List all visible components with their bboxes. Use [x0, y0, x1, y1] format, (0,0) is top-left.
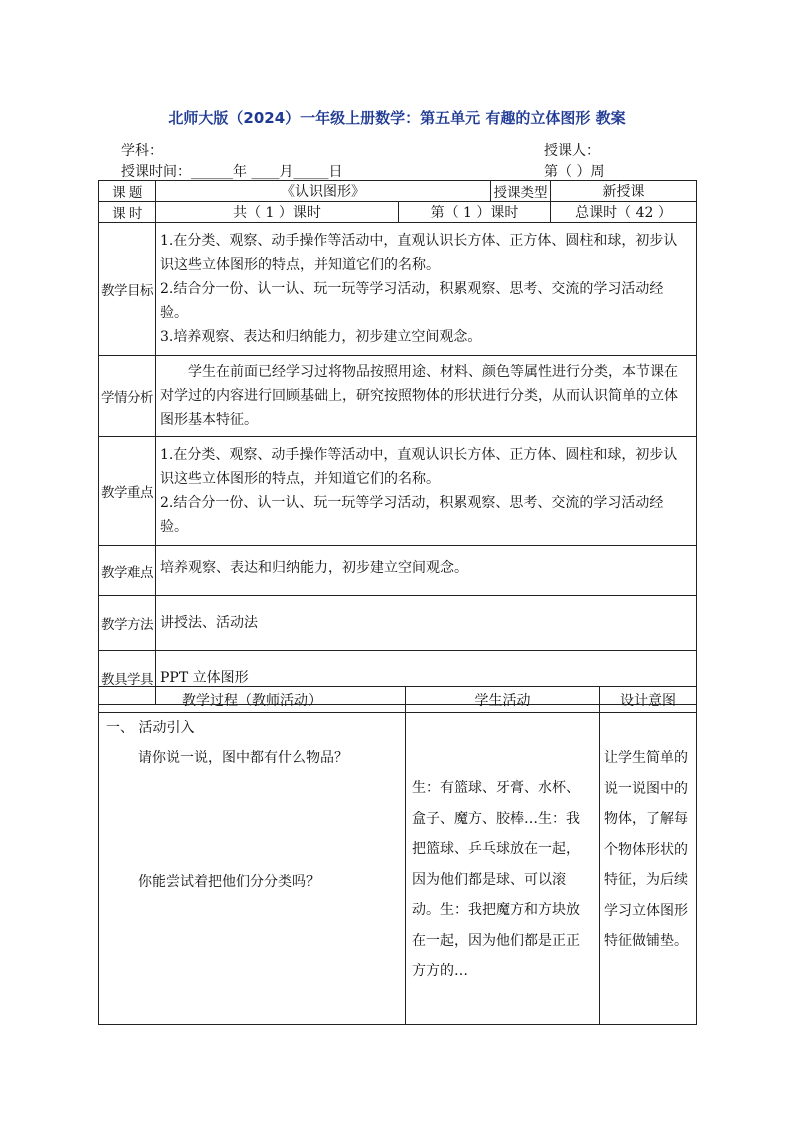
objective-item: 1.在分类、观察、动手操作等活动中，直观认识长方体、正方体、圆柱和球，初步认识这些立体图形的特点，并知道它们的名称。 — [160, 233, 678, 273]
hours-overall: 总课时（ 42 ） — [551, 202, 697, 223]
topic-label: 课 题 — [99, 181, 156, 202]
design-intent-text: 让学生简单的说一说图中的物体，了解每个物体形状的特征，为后续学习立体图形特征做铺垫。 — [604, 750, 688, 949]
student-activity-cell — [406, 713, 600, 1025]
type-value: 新授课 — [551, 181, 697, 202]
objectives-content — [156, 223, 697, 356]
topic-value: 《认识图形》 — [156, 181, 491, 202]
tools-content: PPT 立体图形 — [156, 651, 697, 705]
teacher-activity-cell — [99, 713, 406, 1025]
hours-total: 共（ 1 ）课时 — [156, 202, 399, 223]
objective-item: 2.结合分一份、认一认、玩一玩等学习活动，积累观察、思考、交流的学习活动经验。 — [160, 281, 664, 321]
difficulty-label: 教学难点 — [99, 546, 156, 596]
keypoint-item: 1.在分类、观察、动手操作等活动中，直观认识长方体、正方体、圆柱和球，初步认识这些立体图形的特点，并知道它们的名称。 — [160, 447, 678, 487]
date-label: 授课时间：______年 ____月_____日 — [121, 164, 343, 180]
keypoints-label: 教学重点 — [99, 437, 156, 546]
lesson-info-table — [98, 180, 697, 705]
col-design-header: 设计意图 — [600, 687, 697, 713]
subject-label: 学科： — [121, 143, 163, 159]
col-student-header: 学生活动 — [406, 687, 600, 713]
analysis-content: 学生在前面已经学习过将物品按照用途、材料、颜色等属性进行分类，本节课在对学过的内容进行回顾基础上，研究按照物体的形状进行分类，从而认识简单的立体图形基本特征。 — [156, 356, 697, 437]
teacher-question-1: 请你说一说，图中都有什么物品？ — [138, 750, 348, 766]
keypoint-item: 2.结合分一份、认一认、玩一玩等学习活动，积累观察、思考、交流的学习活动经验。 — [160, 495, 664, 535]
keypoints-content — [156, 437, 697, 546]
difficulty-content: 培养观察、表达和归纳能力，初步建立空间观念。 — [156, 546, 697, 596]
teacher-question-2: 你能尝试着把他们分分类吗？ — [138, 874, 320, 890]
week-label: 第（ ）周 — [544, 164, 605, 180]
section-intro-heading: 一、 活动引入 — [106, 720, 195, 736]
col-teacher-header: 教学过程（教师活动） — [99, 687, 406, 713]
method-content: 讲授法、活动法 — [156, 596, 697, 651]
objective-item: 3.培养观察、表达和归纳能力，初步建立空间观念。 — [160, 329, 482, 345]
hours-label: 课 时 — [99, 202, 156, 223]
process-table — [98, 686, 697, 1025]
objectives-label: 教学目标 — [99, 223, 156, 356]
tools-label: 教具学具 — [99, 651, 156, 705]
design-intent-cell — [600, 713, 697, 1025]
method-label: 教学方法 — [99, 596, 156, 651]
analysis-label: 学情分析 — [99, 356, 156, 437]
type-label: 授课类型 — [491, 181, 551, 202]
student-activity-text: 生：有篮球、牙膏、水杯、盒子、魔方、胶棒…生：我把篮球、乒乓球放在一起，因为他们都是球、可以滚动。生：我把魔方和方块放在一起，因为他们都是正正方方的… — [412, 780, 580, 979]
hours-current: 第（ 1 ）课时 — [399, 202, 551, 223]
teacher-label: 授课人： — [544, 143, 600, 159]
document-title: 北师大版（2024）一年级上册数学：第五单元 有趣的立体图形 教案 — [168, 109, 626, 127]
